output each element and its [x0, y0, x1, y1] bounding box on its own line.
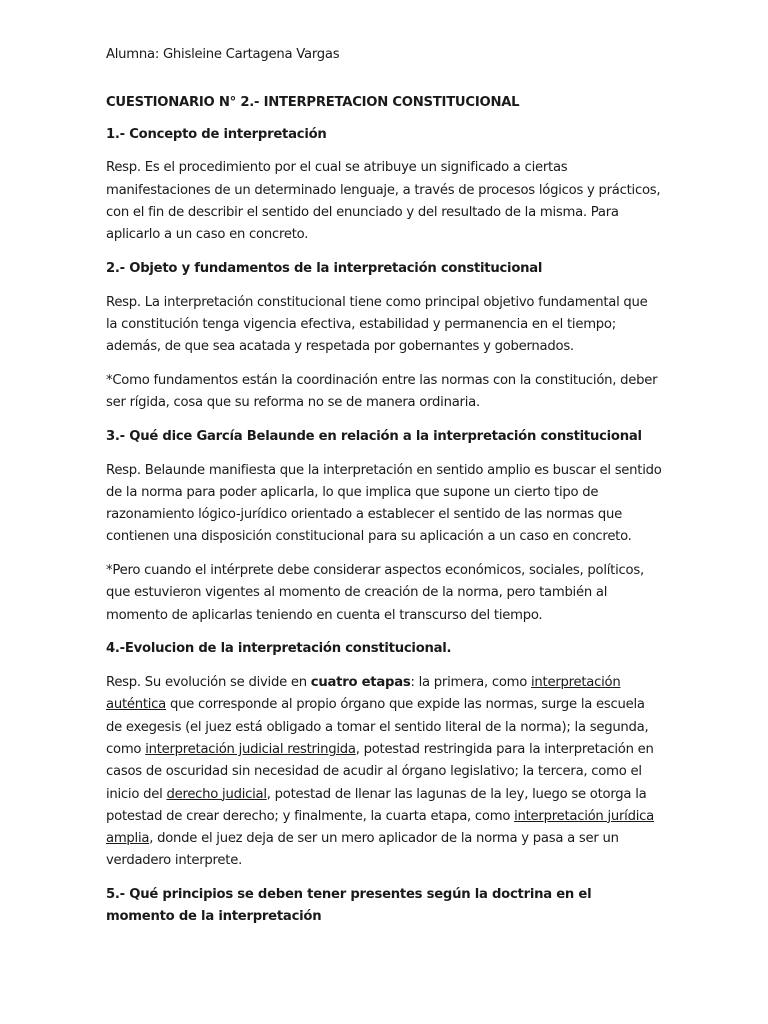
question-5-heading: 5.- Qué principios se deben tener presentes según la doctrina en el momento de la interpretación: [106, 887, 592, 925]
underlined-term-2: interpretación judicial restringida: [145, 741, 356, 757]
question-1-answer: Resp. Es el procedimiento por el cual se atribuye un significado a ciertas manifestaciones de un determinado lenguaje, a través de procesos lógicos y prácticos, con el fin de describir el sentido del enunciado y del resultado de la misma. Para aplicarlo a un caso en concreto.: [106, 160, 661, 243]
question-1-heading: 1.- Concepto de interpretación: [106, 126, 327, 142]
answer-text: Resp. Su evolución se divide en: [106, 675, 311, 691]
answer-text: , potestad de llenar las lagunas de la ley, luego se otorga la potestad de crear derecho; y finalmente, la cuarta etapa, como: [106, 786, 647, 824]
question-3-answer: Resp. Belaunde manifiesta que la interpretación en sentido amplio es buscar el sentido de la norma para poder aplicarla, lo que implica que supone un cierto tipo de razonamiento lógico-jurídico orientado a establecer el sentido de las normas que contienen una disposición constitucional para su aplicación a un caso en concreto.: [106, 462, 662, 545]
answer-text: , donde el juez deja de ser un mero aplicador de la norma y pasa a ser un verdadero interprete.: [106, 831, 619, 869]
emphasis-cuatro-etapas: cuatro etapas: [310, 675, 411, 691]
question-2-heading: 2.- Objeto y fundamentos de la interpretación constitucional: [106, 260, 543, 276]
underlined-term-3: derecho judicial: [166, 786, 267, 802]
question-2-note: *Como fundamentos están la coordinación entre las normas con la constitución, deber ser rígida, cosa que su reforma no se de manera ordinaria.: [106, 372, 658, 411]
answer-text: que corresponde al propio órgano que expide las normas, surge la escuela de exegesis (el juez está obligado a tomar el sentido literal de la norma); la segunda, como: [106, 697, 649, 757]
document-page: [106, 44, 662, 940]
question-4-answer: [106, 672, 662, 873]
underlined-term-1: interpretación auténtica: [106, 675, 621, 713]
question-4-heading: 4.-Evolucion de la interpretación constitucional.: [106, 641, 452, 657]
document-title: CUESTIONARIO N° 2.- INTERPRETACION CONSTITUCIONAL: [106, 95, 520, 111]
underlined-term-4: interpretación jurídica amplia: [106, 808, 654, 847]
answer-text: , potestad restringida para la interpretación en casos de oscuridad sin necesidad de acudir al órgano legislativo; la tercera, como el inicio del: [106, 741, 654, 802]
question-3-heading: 3.- Qué dice García Belaunde en relación a la interpretación constitucional: [106, 428, 642, 444]
student-name: Alumna: Ghisleine Cartagena Vargas: [106, 47, 340, 62]
question-2-answer: Resp. La interpretación constitucional tiene como principal objetivo fundamental que la constitución tenga vigencia efectiva, estabilidad y permanencia en el tiempo; además, de que sea acatada y respetada por gobernantes y gobernados.: [106, 294, 648, 355]
question-3-note: *Pero cuando el intérprete debe considerar aspectos económicos, sociales, políticos, que estuvieron vigentes al momento de creación de la norma, pero también al momento de aplicarlas teniendo en cuenta el transcurso del tiempo.: [106, 563, 644, 623]
answer-text: : la primera, como: [410, 675, 532, 691]
